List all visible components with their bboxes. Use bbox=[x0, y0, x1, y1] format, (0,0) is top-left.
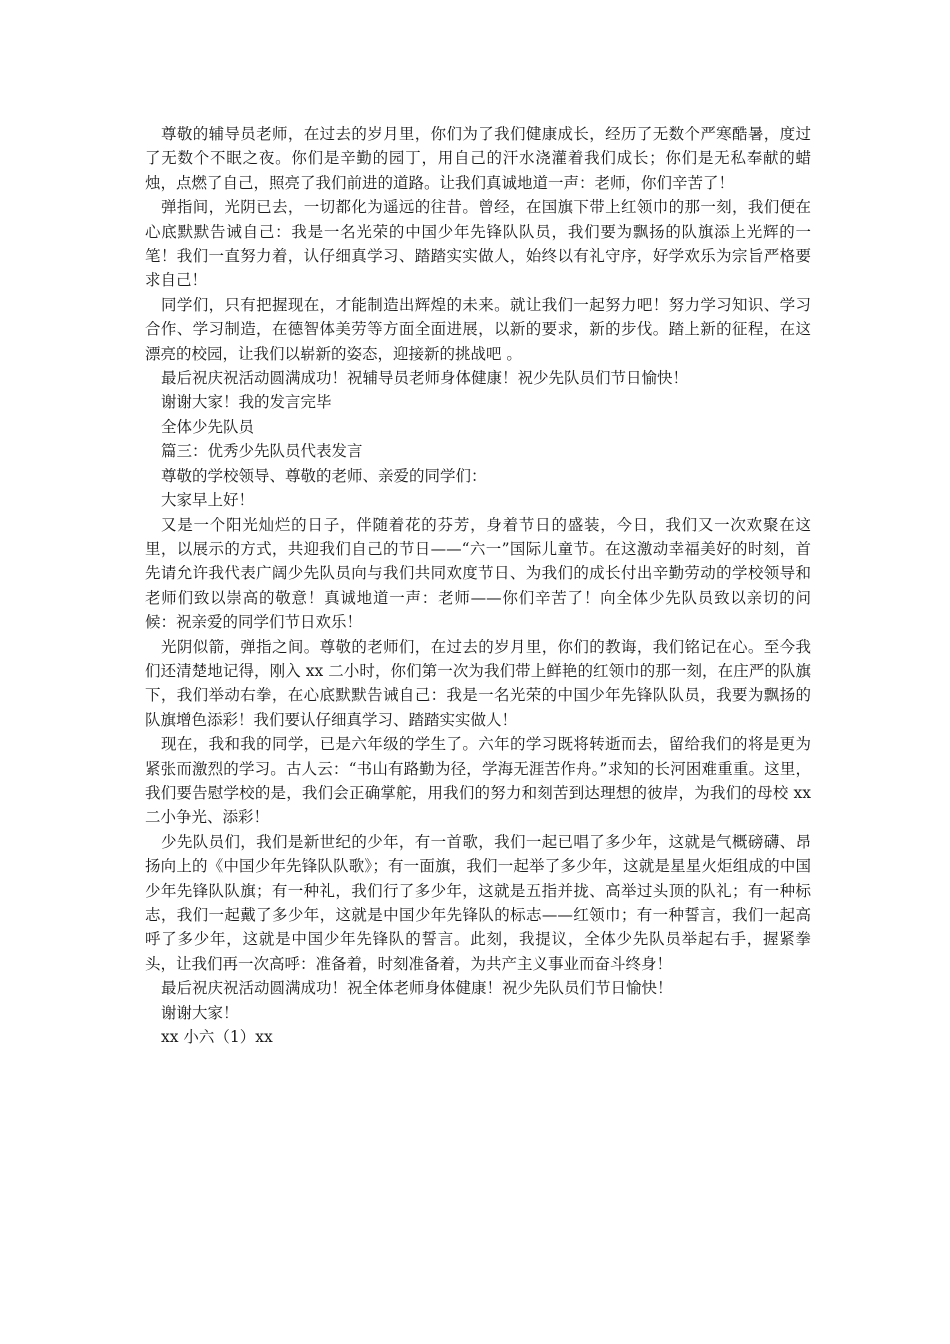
paragraph-pledge: 弹指间，光阴已去，一切都化为遥远的往昔。曾经，在国旗下带上红领巾的那一刻，我们便在心底默默告诫自己：我是一名光荣的中国少年先锋队队员，我们要为飘扬的队旗添上光辉的一笔！我们一直努力着，认仔细真学习、踏踏实实做人，始终以有礼守序，好学欢乐为宗旨严格要求自己！ bbox=[145, 198, 811, 290]
document-body bbox=[145, 122, 811, 1049]
greeting: 大家早上好！ bbox=[161, 491, 255, 510]
paragraph-sixth-grade: 现在，我和我的同学，已是六年级的学生了。六年的学习既将转逝而去，留给我们的将是更为紧张而激烈的学习。古人云：“书山有路勤为径，学海无涯苦作舟。”求知的长河困难重重。这里，我们要告慰学校的是，我们会正确掌舵，用我们的努力和刻苦到达理想的彼岸，为我们的母校 xx 二小争光、添彩！ bbox=[145, 735, 811, 827]
paragraph-memories: 光阴似箭，弹指之间。尊敬的老师们，在过去的岁月里，你们的教诲，我们铭记在心。至今我们还清楚地记得，刚入 xx 二小时，你们第一次为我们带上鲜艳的红领巾的那一刻，在庄严的队旗下，我们举动右拳，在心底默默告诫自己：我是一名光荣的中国少年先锋队队员，我要为飘扬的队旗增色添彩！我们要认仔细真学习、踏踏实实做人！ bbox=[145, 637, 811, 729]
closing-wishes: 最后祝庆祝活动圆满成功！祝辅导员老师身体健康！祝少先队员们节日愉快！ bbox=[161, 369, 689, 388]
paragraph-young-pioneers: 少先队员们，我们是新世纪的少年，有一首歌，我们一起已唱了多少年，这就是气概磅礴、昂扬向上的《中国少年先锋队队歌》；有一面旗，我们一起举了多少年，这就是星星火炬组成的中国少年先锋队队旗；有一种礼，我们行了多少年，这就是五指并拢、高举过头顶的队礼；有一种标志，我们一起戴了多少年，这就是中国少年先锋队的标志——红领巾；有一种誓言，我们一起高呼了多少年，这就是中国少年先锋队的誓言。此刻，我提议，全体少先队员举起右手，握紧拳头，让我们再一次高呼：准备着，时刻准备着，为共产主义事业而奋斗终身！ bbox=[145, 832, 811, 973]
section-heading: 篇三：优秀少先队员代表发言 bbox=[161, 442, 363, 461]
paragraph-thanks-counselors: 尊敬的辅导员老师，在过去的岁月里，你们为了我们健康成长，经历了无数个严寒酷暑，度过了无数个不眠之夜。你们是辛勤的园丁，用自己的汗水浇灌着我们成长；你们是无私奉献的蜡烛，点燃了自己，照亮了我们前进的道路。让我们真诚地道一声：老师，你们辛苦了！ bbox=[145, 125, 811, 192]
closing-thanks-2: 谢谢大家！ bbox=[161, 1003, 239, 1022]
salutation: 尊敬的学校领导、尊敬的老师、亲爱的同学们： bbox=[161, 466, 487, 485]
signature: 全体少先队员 bbox=[161, 417, 255, 436]
closing-thanks: 谢谢大家！我的发言完毕 bbox=[161, 393, 332, 412]
signature-2: xx 小六（1）xx bbox=[161, 1028, 273, 1047]
paragraph-classmates: 同学们，只有把握现在，才能制造出辉煌的未来。就让我们一起努力吧！努力学习知识、学习合作、学习制造，在德智体美劳等方面全面进展，以新的要求，新的步伐。踏上新的征程，在这漂亮的校园，让我们以崭新的姿态，迎接新的挑战吧 。 bbox=[145, 295, 811, 363]
paragraph-childrens-day: 又是一个阳光灿烂的日子，伴随着花的芬芳，身着节日的盛装，今日，我们又一次欢聚在这里，以展示的方式，共迎我们自己的节日——“六一”国际儿童节。在这激动幸福美好的时刻，首先请允许我代表广阔少先队员向与我们共同欢度节日、为我们的成长付出辛勤劳动的学校领导和老师们致以崇高的敬意！真诚地道一声：老师——你们辛苦了！向全体少先队员致以亲切的问候：祝亲爱的同学们节日欢乐！ bbox=[145, 515, 811, 632]
closing-wishes-2: 最后祝庆祝活动圆满成功！祝全体老师身体健康！祝少先队员们节日愉快！ bbox=[161, 979, 673, 998]
